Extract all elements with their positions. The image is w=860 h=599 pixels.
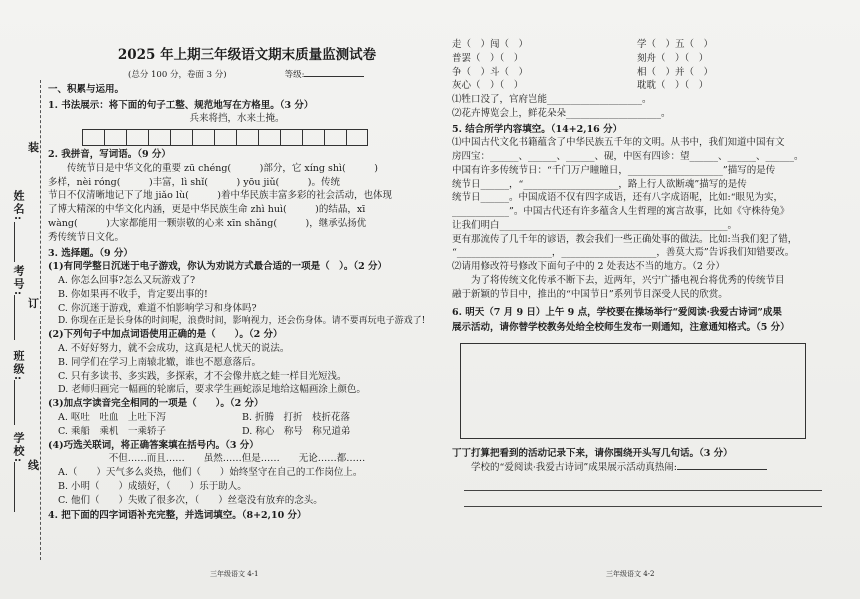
notice-answer-box[interactable] — [460, 343, 806, 439]
q4-heading: 4. 把下面的四字词语补充完整，并选词填空。（8+2,10 分） — [48, 510, 307, 522]
name-line — [14, 222, 15, 262]
q3-3-option-c: C. 乘船 乘机 一乘轿子 — [58, 425, 166, 437]
q1-heading: 1. 书法展示：将下面的句子工整、规范地写在方格里。（3 分） — [48, 99, 314, 111]
idiom-2[interactable]: 学（ ）五（ ） — [637, 39, 714, 50]
q5-line-8: 更有那流传了几千年的谚语，教会我们一些正确处事的做法。比如:当我们犯了错， — [452, 233, 798, 245]
school-label: 学校: — [11, 432, 25, 465]
writing-grid[interactable] — [82, 129, 426, 146]
q2-line-4[interactable]: 了博大精深的中华文化内涵，更是中华民族生命 zhì huì( )的结晶，xī — [48, 204, 366, 216]
q5-line-4[interactable]: 统节日______，“____________________，路上行人欲断魂”描写的是传 — [452, 178, 747, 190]
fill-sentence-2[interactable]: ⑵花卉博览会上，鲜花朵朵____________________。 — [452, 107, 671, 119]
q3-3-row-1 — [48, 411, 426, 425]
idiom-5[interactable]: 争（ ）斗（ ） — [452, 66, 529, 78]
q5-heading: 5. 结合所学内容填空。（14+2,16 分） — [452, 123, 623, 135]
q3-1-c: C. 你沉迷于游戏，难道不怕影响学习和身体吗? — [58, 302, 257, 314]
xian-mark: 线 — [28, 459, 39, 472]
q5-line-6[interactable]: ____________”。中国古代还有许多蕴含人生哲理的寓言故事，比如《守株待兔》 — [452, 206, 790, 218]
school-line — [14, 462, 15, 512]
q5-line-3[interactable]: 中国有许多传统节日：“千门万户瞳瞳日，____________________”描写的是传 — [452, 164, 776, 176]
q7-start[interactable] — [452, 461, 822, 475]
q2-line-2[interactable]: 多样，nèi róng( )丰富，lì shǐ( ) yōu jiǔ( )。传统 — [48, 176, 340, 188]
idiom-6[interactable]: 相（ ）并（ ） — [637, 66, 714, 78]
q3-1-a: A. 你怎么回事?怎么又玩游戏了? — [58, 275, 196, 287]
class-label: 班级: — [11, 350, 25, 383]
q5-line-12[interactable]: 融于新颖的节目中，推出的“中国节日”系列节目深受人民的欣赏。 — [452, 288, 728, 300]
exam-no-line — [14, 295, 15, 340]
q3-2-c: C. 只有多读书、多实践，多探索，才不会像井底之蛙一样目光短浅。 — [58, 370, 347, 382]
q7-answer-line-1[interactable] — [464, 477, 822, 491]
q3-3-option-d: D. 称心 称号 称兄道弟 — [242, 425, 351, 437]
q3-4-options: 不但……而且…… 虽然……但是…… 无论……都…… — [108, 453, 366, 465]
q3-heading: 3. 选择题。（9 分） — [48, 247, 133, 259]
q3-4-a[interactable]: A.（ ）天气多么炎热，他们（ ）始终坚守在自己的工作岗位上。 — [58, 467, 363, 479]
q3-2-a: A. 不好好努力，就不会成功，这真是杞人忧天的说法。 — [58, 343, 290, 355]
q5-line-11[interactable]: 为了将传统文化传承不断下去，近两年，兴宁广播电视台将优秀的传统节目 — [471, 275, 785, 287]
q5-line-10: ⑵请用修改符号修改下面句子中的 2 处表达不当的地方。（2 分） — [452, 261, 725, 273]
q2-heading: 2. 我拼音，写词语。（9 分） — [48, 149, 171, 161]
q7-answer-line-2[interactable] — [464, 493, 822, 507]
name-label: 姓名: — [11, 190, 25, 223]
q2-line-5[interactable]: wàng( )大家都能用一颗崇敬的心来 xīn shǎng( )，继承弘扬优 — [48, 218, 367, 229]
q3-3-option-a: A. 呕吐 吐血 上吐下泻 — [58, 412, 166, 423]
zhuang-mark: 装 — [28, 141, 39, 154]
right-page — [452, 38, 822, 509]
q1-sentence: 兵来将挡，水来土掩。 — [189, 113, 285, 125]
q2-line-6: 秀传统节日文化。 — [48, 231, 125, 243]
q3-4-c[interactable]: C. 他们（ ）失败了很多次，（ ）丝毫没有放弃的念头。 — [58, 494, 323, 506]
idiom-row-3[interactable] — [452, 66, 822, 80]
q5-line-1: ⑴中国古代文化书籍蕴含了中华民族五千年的文明。从书中，我们知道中国有文 — [452, 137, 785, 149]
q3-3-row-2 — [48, 425, 426, 439]
idiom-7[interactable]: 灰心（ ）（ ） — [452, 80, 524, 92]
idiom-row-2[interactable] — [452, 52, 822, 66]
q3-1[interactable]: (1)有同学整日沉迷于电子游戏，你认为劝说方式最合适的一项是（ ）。（2 分） — [48, 261, 388, 273]
q7-start-text: 学校的“爱阅读·我爱古诗词”成果展示活动真热闹: — [471, 461, 677, 473]
q3-1-b: B. 你如果再不收手，肯定要出事的! — [58, 288, 208, 300]
score-info-row — [128, 69, 426, 81]
exam-no-label: 考号: — [11, 265, 25, 298]
q7-heading: 丁丁打算把看到的活动记录下来，请你围绕开头写几句话。（3 分） — [452, 448, 733, 460]
q2-line-1[interactable]: 传统节日是中华文化的重要 zū chéng( )部分，它 xíng shì( ) — [67, 162, 378, 174]
q5-line-7[interactable]: 让我们明白________________________________________________。 — [452, 219, 738, 231]
idiom-4[interactable]: 刻舟（ ）（ ） — [637, 52, 709, 64]
q2-line-3[interactable]: 节日不仅清晰地记下了地 jiǎo lù( )着中华民族丰富多彩的社会活动，也体现 — [48, 190, 392, 202]
q3-2-d: D. 老师归画完一幅画的轮廓后，要求学生画蛇添足地给这幅画涂上颜色。 — [58, 384, 366, 396]
q3-4: (4)巧选关联词，将正确答案填在括号内。（3 分） — [48, 439, 259, 451]
grade-label: 等级: — [284, 69, 305, 80]
idiom-8[interactable]: 耽耽（ ）（ ） — [637, 80, 709, 92]
q6-heading-2: 展示活动，请你替学校教务处给全校师生发布一则通知，注意通知格式。（5 分） — [452, 322, 790, 334]
q3-4-b[interactable]: B. 小明（ ）成绩好，（ ）乐于助人。 — [58, 480, 247, 492]
q3-3[interactable]: (3)加点字读音完全相同的一项是（ ）。（2 分） — [48, 398, 264, 410]
ding-mark: 订 — [28, 297, 39, 310]
fill-sentence-1[interactable]: ⑴牲口没了，官府岂能____________________。 — [452, 94, 652, 106]
q3-2-b: B. 同学们在学习上南辕北辙，谁也不愿意落后。 — [58, 356, 262, 368]
q5-line-2[interactable]: 房四宝：______、______、______、砚，中医有四诊：望______、______、______。 — [452, 151, 804, 163]
q3-2[interactable]: (2)下列句子中加点词语使用正确的是（ ）。（2 分） — [48, 329, 283, 341]
q6-heading: 6. 明天（7 月 9 日）上午 9 点，学校要在操场举行“爱阅读·我爱古诗词”成果 — [452, 306, 782, 318]
idiom-1[interactable]: 走（ ）闯（ ） — [452, 39, 529, 50]
left-page — [48, 38, 426, 523]
grade-field[interactable] — [285, 69, 365, 81]
score-info: (总分 100 分，卷面 3 分) — [128, 69, 227, 80]
idiom-row-1[interactable] — [452, 38, 822, 52]
q3-3-option-b: B. 折腾 打折 枝折花落 — [242, 412, 351, 423]
q5-line-9[interactable]: “____________________，____________________，善莫大焉”告诉我们知错要改。 — [452, 247, 795, 259]
page-title: 2025 年上期三年级语文期末质量监测试卷 — [117, 47, 377, 63]
q3-1-d: D. 你现在正是长身体的时间呢，浪费时间，影响视力，还会伤身体。请不要再玩电子游戏了! — [58, 316, 426, 327]
right-footer: 三年级语文 4-2 — [606, 569, 655, 578]
q5-line-5[interactable]: 统节日______。中国成语不仅有四字成语，还有八字成语呢，比如:“眼见为实， — [452, 192, 784, 204]
binding-dashed-line — [40, 80, 41, 560]
section-1-heading: 一、积累与运用。 — [48, 83, 125, 95]
idiom-3[interactable]: 普罢（ ）（ ） — [452, 52, 524, 64]
class-line — [14, 380, 15, 425]
binding-margin — [0, 0, 44, 599]
left-footer: 三年级语文 4-1 — [210, 569, 259, 578]
idiom-row-4[interactable] — [452, 79, 822, 93]
